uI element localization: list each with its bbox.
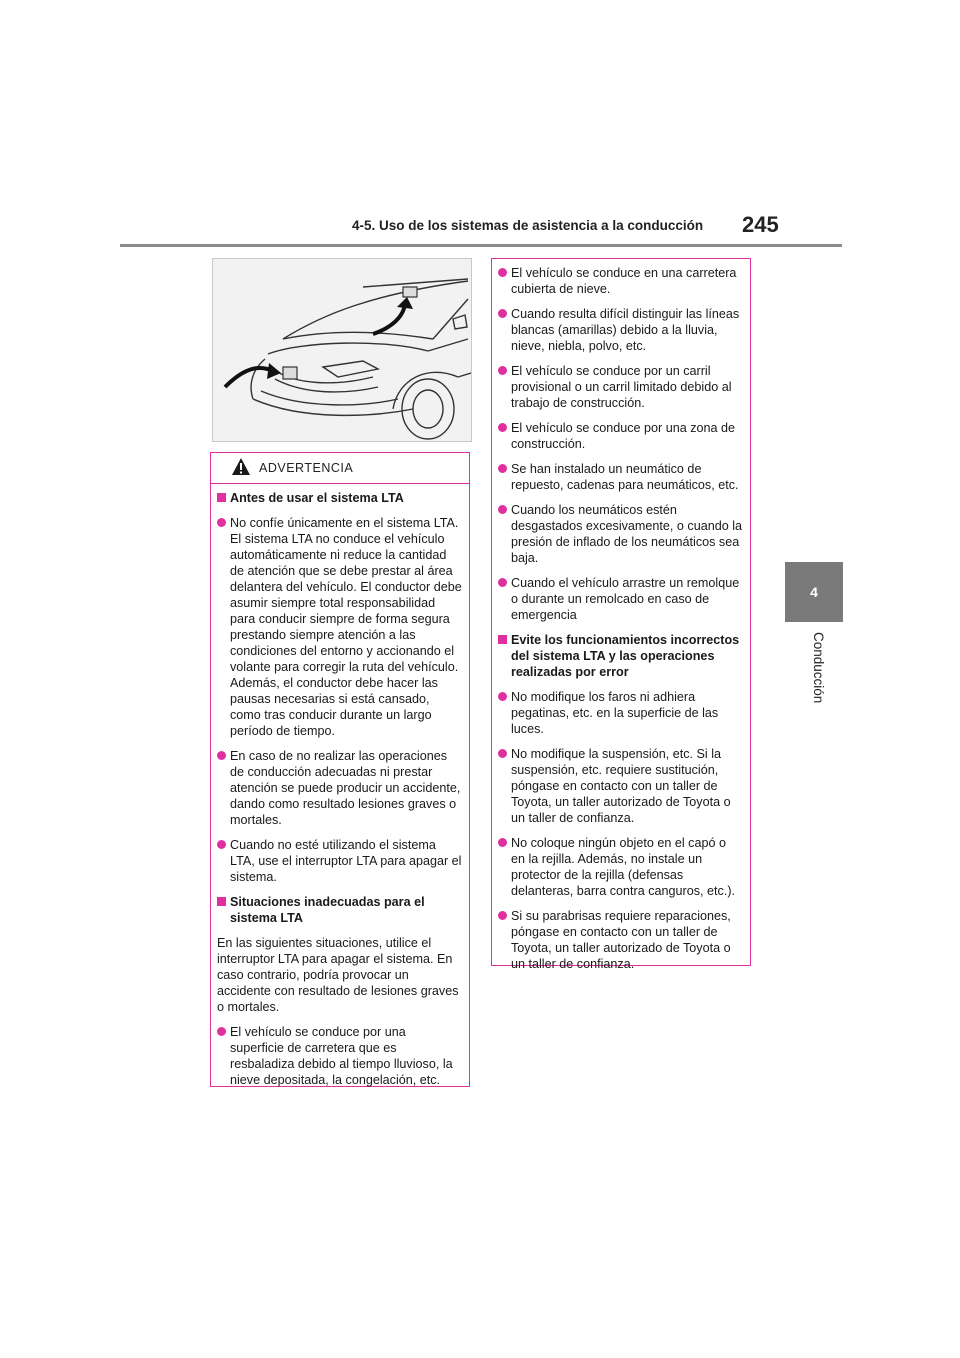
warning-continued-content (492, 259, 750, 972)
round-bullet-icon (498, 692, 507, 701)
round-bullet-icon (498, 309, 507, 318)
list-item-text: El vehículo se conduce por una zona de construcción. (511, 421, 736, 451)
round-bullet-icon (498, 749, 507, 758)
list-item-text: Cuando los neumáticos estén desgastados excesivamente, o cuando la presión de inflado de los neumáticos sea baja. (511, 503, 743, 565)
list-item-text: El vehículo se conduce por un carril provisional o un carril limitado debido al trabajo de construcción. (511, 364, 732, 410)
round-bullet-icon (217, 1027, 226, 1036)
list-item (498, 908, 743, 972)
square-bullet-icon (498, 635, 507, 644)
round-bullet-icon (498, 268, 507, 277)
list-item-text: Si su parabrisas requiere reparaciones, póngase en contacto con un taller de Toyota, un taller autorizado de Toyota o un taller de confianza. (511, 909, 731, 971)
list-item (498, 363, 743, 411)
list-item (498, 461, 743, 493)
round-bullet-icon (498, 505, 507, 514)
car-front-drawing (213, 259, 471, 441)
section-heading (217, 894, 462, 926)
section-heading (217, 490, 462, 506)
car-sensor-illustration (212, 258, 472, 442)
list-item (217, 1024, 462, 1088)
list-item-text: El vehículo se conduce en una carretera cubierta de nieve. (511, 266, 737, 296)
chapter-tab-number: 4 (785, 562, 843, 622)
round-bullet-icon (498, 366, 507, 375)
warning-box-continued (491, 258, 751, 971)
header-divider (120, 244, 842, 247)
list-item-text: El vehículo se conduce por una superficie de carretera que es resbaladiza debido al tiempo lluvioso, la nieve depositada, la congelación, etc. (230, 1025, 453, 1087)
section-heading-text: Antes de usar el sistema LTA (230, 491, 404, 505)
page-number: 245 (742, 212, 779, 237)
section-heading-text: Evite los funcionamientos incorrectos del sistema LTA y las operaciones realizadas por error (511, 633, 740, 679)
section-header-title: 4-5. Uso de los sistemas de asistencia a la conducción (352, 218, 704, 233)
list-item-text: Cuando no esté utilizando el sistema LTA, use el interruptor LTA para apagar el sistema. (230, 838, 462, 884)
list-item (498, 689, 743, 737)
list-item-text: Cuando resulta difícil distinguir las líneas blancas (amarillas) debido a la lluvia, nieve, niebla, polvo, etc. (511, 307, 740, 353)
list-item (498, 575, 743, 623)
list-item (498, 835, 743, 899)
list-item (498, 502, 743, 566)
list-item-text: No coloque ningún objeto en el capó o en la rejilla. Además, no instale un protector de la rejilla (defensas delanteras, barra contra canguros, etc.). (511, 836, 736, 898)
list-item-text: Se han instalado un neumático de repuesto, cadenas para neumáticos, etc. (511, 462, 739, 492)
section-heading-text: Situaciones inadecuadas para el sistema LTA (230, 895, 425, 925)
list-item (498, 746, 743, 826)
warning-content (211, 484, 469, 1088)
round-bullet-icon (498, 423, 507, 432)
round-bullet-icon (498, 578, 507, 587)
list-item-text: No modifique la suspensión, etc. Si la suspensión, etc. requiere sustitución, póngase en contacto con un taller de Toyota, un taller autorizado de Toyota o un taller de confianza. (511, 747, 731, 825)
round-bullet-icon (217, 751, 226, 760)
warning-triangle-icon (231, 457, 251, 476)
list-item (217, 748, 462, 828)
section-heading (498, 632, 743, 680)
chapter-tab-label: Conducción (811, 632, 826, 704)
list-item-text: No modifique los faros ni adhiera pegatinas, etc. en la superficie de las luces. (511, 690, 719, 736)
list-item (498, 265, 743, 297)
round-bullet-icon (217, 518, 226, 527)
round-bullet-icon (217, 840, 226, 849)
square-bullet-icon (217, 493, 226, 502)
list-item-text: Cuando el vehículo arrastre un remolque o durante un remolcado en caso de emergencia (511, 576, 740, 622)
round-bullet-icon (498, 911, 507, 920)
list-item-text: No confíe únicamente en el sistema LTA. El sistema LTA no conduce el vehículo automáticamente ni reduce la cantidad de atención que se debe prestar al área delantera del vehículo. El conductor debe asumir siempre total responsabilidad para conducir siempre de forma segura prestando siempre atención a las condiciones del entorno y accionando el volante para corregir la ruta del vehículo. Además, el conductor debe hacer las pausas necesarias si está cansado, como tras conducir durante un largo período de tiempo. (230, 516, 462, 738)
warning-title: ADVERTENCIA (259, 461, 354, 475)
warning-header (211, 453, 469, 484)
list-item (498, 420, 743, 452)
list-item-text: En caso de no realizar las operaciones de conducción adecuadas ni prestar atención se puede producir un accidente, dando como resultado lesiones graves o mortales. (230, 749, 461, 827)
round-bullet-icon (498, 464, 507, 473)
square-bullet-icon (217, 897, 226, 906)
round-bullet-icon (498, 838, 507, 847)
list-item (217, 837, 462, 885)
warning-box (210, 452, 470, 1087)
section-intro: En las siguientes situaciones, utilice el interruptor LTA para apagar el sistema. En caso contrario, podría provocar un accidente con resultado de lesiones graves o mortales. (217, 936, 459, 1014)
list-item (217, 515, 462, 739)
list-item (498, 306, 743, 354)
